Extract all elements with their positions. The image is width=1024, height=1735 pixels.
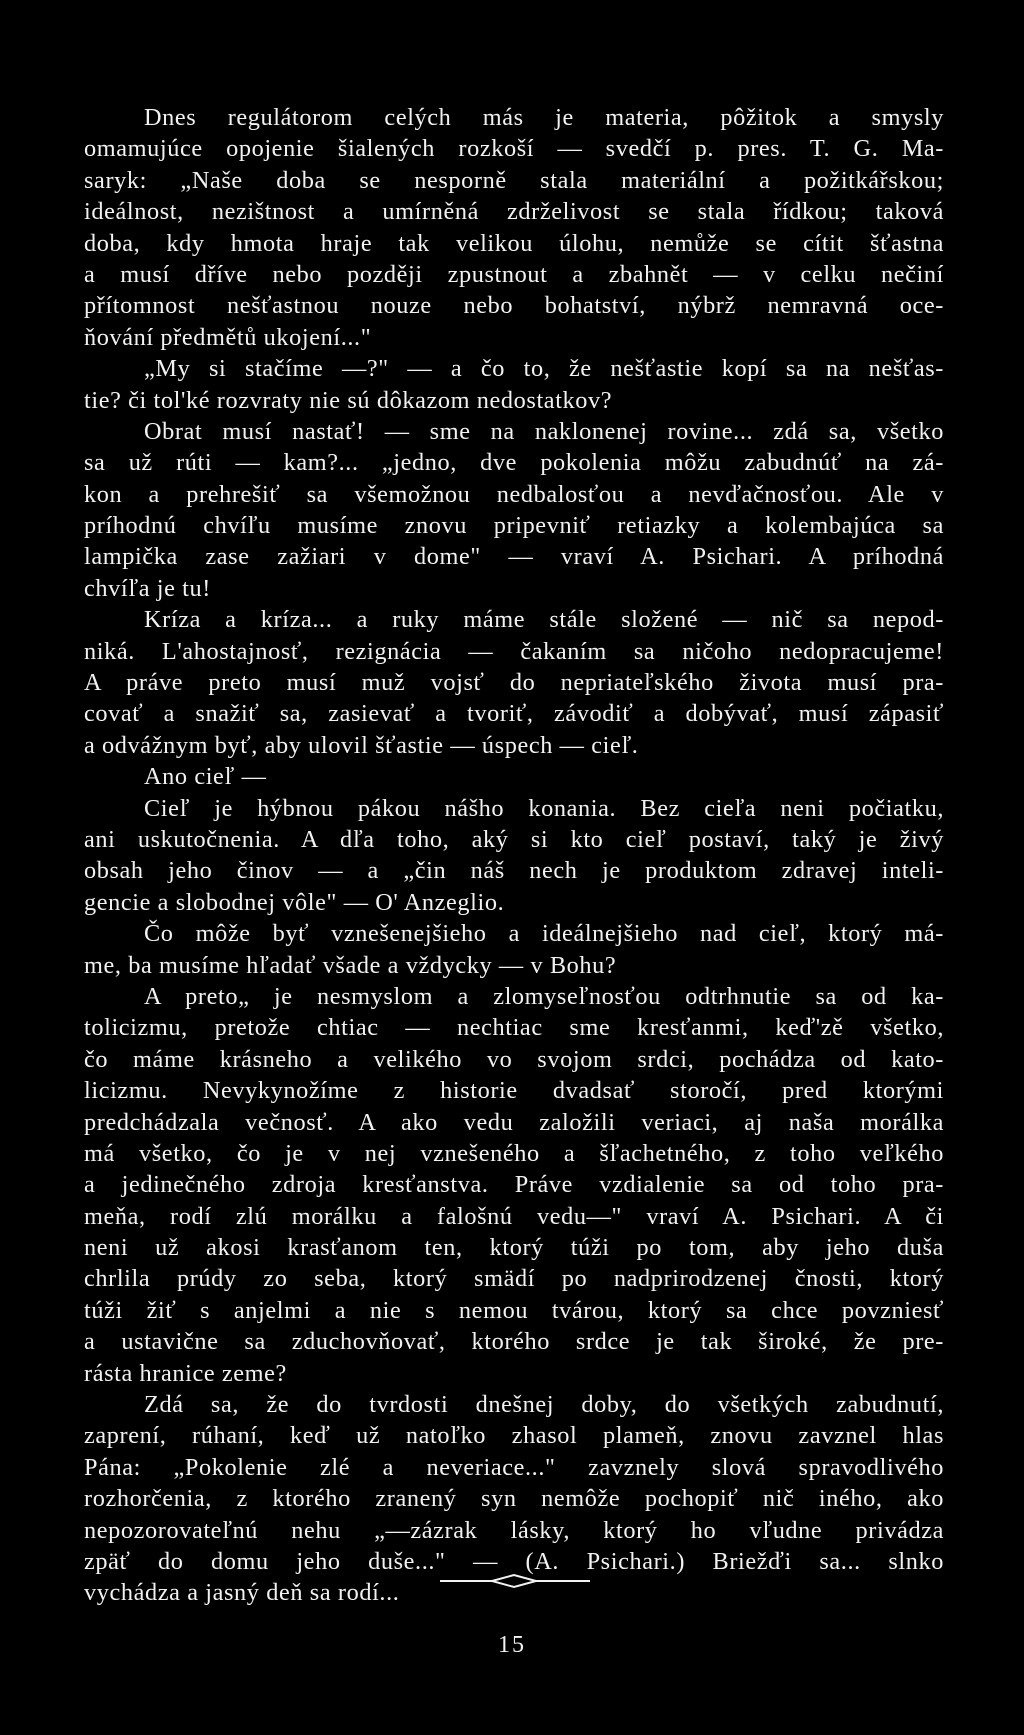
- text-line: zpäť do domu jeho duše..." — (A. Psichari.) Briežďi sa... slnko: [84, 1547, 944, 1575]
- text-line: Zdá sa, že do tvrdosti dnešnej doby, do všetkých zabudnutí,: [144, 1391, 944, 1419]
- text-line: licizmu. Nevykynožíme z historie dvadsať storočí, pred ktorými: [84, 1077, 944, 1105]
- text-line: doba, kdy hmota hraje tak velikou úlohu, nemůže se cítit šťastna: [84, 229, 944, 257]
- text-line: kon a prehrešiť sa všemožnou nedbalosťou a nevďačnosťou. Ale v: [84, 480, 944, 508]
- text-line: ňování předmětů ukojení...": [84, 323, 372, 351]
- text-line: saryk: „Naše doba se nesporně stala materiální a požitkářskou;: [84, 166, 944, 194]
- text-line: omamujúce opojenie šialených rozkoší — svedčí p. pres. T. G. Ma-: [84, 135, 944, 163]
- text-line: nepozorovateľnú nehu „—zázrak lásky, ktorý ho vľudne privádza: [84, 1516, 944, 1544]
- text-line: „My si stačíme —?" — a čo to, že nešťastie kopí sa na nešťas-: [144, 355, 944, 383]
- text-line: lampička zase zažiari v dome" — vraví A. Psichari. A príhodná: [84, 543, 944, 571]
- section-divider-ornament: [440, 1572, 590, 1590]
- text-line: A práve preto musí muž vojsť do nepriateľského života musí pra-: [84, 669, 944, 697]
- text-line: Cieľ je hýbnou pákou nášho konania. Bez cieľa neni počiatku,: [144, 794, 944, 822]
- text-line: Pána: „Pokolenie zlé a neveriace..." zavznely slová spravodlivého: [84, 1453, 944, 1481]
- text-line: a musí dříve nebo později zpustnout a zbahnět — v celku nečiní: [84, 260, 944, 288]
- text-line: gencie a slobodnej vôle" — O' Anzeglio.: [84, 888, 505, 916]
- text-line: ideálnost, nezištnost a umírněná zdrželivost se stala řídkou; taková: [84, 198, 944, 226]
- text-line: predchádzala večnosť. A ako vedu založili veriaci, aj naša morálka: [84, 1108, 944, 1136]
- text-line: Dnes regulátorom celých más je materia, pôžitok a smysly: [144, 104, 944, 131]
- text-line: chvíľa je tu!: [84, 574, 211, 602]
- text-line: a odvážnym byť, aby ulovil šťastie — úspech — cieľ.: [84, 731, 639, 759]
- text-line: niká. L'ahostajnosť, rezignácia — čakaním sa ničoho nedopracujeme!: [84, 637, 944, 665]
- text-line: zaprení, rúhaní, keď už natoľko zhasol plameň, znovu zavznel hlas: [84, 1422, 944, 1450]
- text-line: ani uskutočnenia. A dľa toho, aký si kto cieľ postaví, taký je živý: [84, 825, 944, 853]
- text-line: Ano cieľ —: [144, 763, 267, 791]
- text-line: tie? či tol'ké rozvraty nie sú dôkazom nedostatkov?: [84, 386, 613, 414]
- text-line: príhodnú chvíľu musíme znovu pripevniť retiazky a kolembajúca sa: [84, 512, 944, 540]
- text-line: rozhorčenia, z ktorého zranený syn nemôže pochopiť nič iného, ako: [84, 1485, 944, 1513]
- text-line: me, ba musíme hľadať všade a vždycky — v Bohu?: [84, 951, 617, 979]
- text-line: čo máme krásneho a velikého vo svojom srdci, pochádza od kato-: [84, 1045, 944, 1073]
- text-line: má všetko, čo je v nej vznešeného a šľachetného, z toho veľkého: [84, 1139, 944, 1167]
- text-line: Čo môže byť vznešenejšieho a ideálnejšieho nad cieľ, ktorý má-: [144, 920, 944, 948]
- body-text: [84, 102, 944, 1609]
- text-line: přítomnost nešťastnou nouze nebo bohatství, nýbrž nemravná oce-: [84, 292, 944, 320]
- text-line: Obrat musí nastať! — sme na naklonenej rovine... zdá sa, všetko: [144, 417, 944, 445]
- text-line: sa už rúti — kam?... „jedno, dve pokolenia môžu zabudnúť na zá-: [84, 449, 944, 477]
- text-line: tolicizmu, pretože chtiac — nechtiac sme kresťanmi, keď'zě všetko,: [84, 1014, 944, 1042]
- text-line: vychádza a jasný deň sa rodí...: [84, 1579, 400, 1607]
- text-line: túži žiť s anjelmi a nie s nemou tvárou, ktorý sa chce povzniesť: [84, 1296, 944, 1324]
- page-number: 15: [498, 1632, 526, 1658]
- text-line: rásta hranice zeme?: [84, 1359, 287, 1387]
- text-line: Kríza a kríza... a ruky máme stále složené — nič sa nepod-: [144, 606, 944, 634]
- text-line: neni už akosi krasťanom ten, ktorý túži po tom, aby jeho duša: [84, 1234, 944, 1262]
- text-line: A preto„ je nesmyslom a zlomyseľnosťou odtrhnutie sa od ka-: [144, 982, 944, 1010]
- text-line: obsah jeho činov — a „čin náš nech je produktom zdravej inteli-: [84, 857, 944, 885]
- text-line: chrlila prúdy zo seba, ktorý smädí po nadprirodzenej čnosti, ktorý: [84, 1265, 944, 1293]
- text-line: a ustavične sa zduchovňovať, ktorého srdce je tak široké, že pre-: [84, 1328, 944, 1356]
- text-line: a jedinečného zdroja kresťanstva. Práve vzdialenie sa od toho pra-: [84, 1171, 944, 1199]
- text-line: meňa, rodí zlú morálku a falošnú vedu—" vraví A. Psichari. A či: [84, 1202, 944, 1230]
- text-line: covať a snažiť sa, zasievať a tvoriť, závodiť a dobývať, musí zápasiť: [84, 700, 944, 728]
